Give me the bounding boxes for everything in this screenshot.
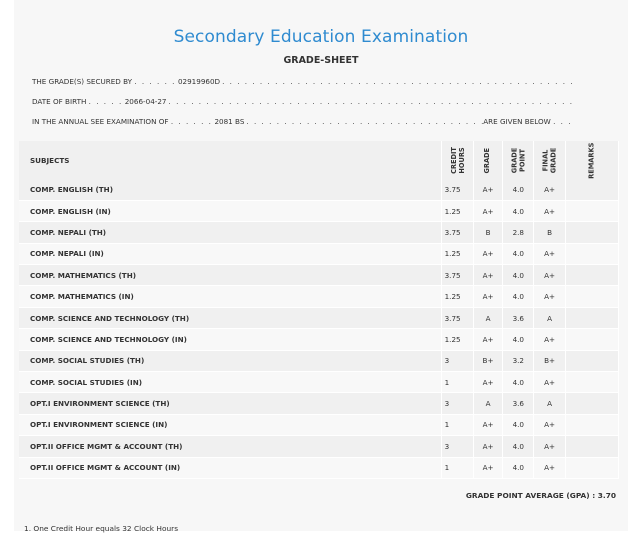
info-lead-dots: . . . . . . [170, 117, 213, 126]
subject-cell: OPT.I ENVIRONMENT SCIENCE (TH) [19, 393, 441, 414]
subject-cell: OPT.II OFFICE MGMT & ACCOUNT (IN) [19, 457, 441, 478]
credit-hours-cell: 3 [441, 436, 473, 457]
table-row [19, 307, 619, 328]
gpa-summary: GRADE POINT AVERAGE (GPA) : 3.70 [465, 491, 616, 500]
header-subjects: SUBJECTS [19, 141, 441, 179]
info-lead-dots: . . . . . [88, 97, 123, 106]
info-label: IN THE ANNUAL SEE EXAMINATION OF [32, 117, 169, 126]
grade-point-cell: 4.0 [503, 265, 534, 286]
header-grade: GRADE [473, 141, 502, 179]
credit-hours-cell: 1.25 [441, 200, 473, 221]
remarks-cell [565, 329, 618, 350]
table-row [19, 350, 619, 371]
grade-cell: A+ [473, 372, 502, 393]
remarks-cell [565, 179, 618, 200]
grade-point-cell: 4.0 [503, 329, 534, 350]
info-grades-secured [32, 77, 572, 89]
subject-cell: COMP. MATHEMATICS (TH) [19, 265, 441, 286]
header-remarks: REMARKS [565, 141, 618, 179]
grade-cell: A+ [473, 243, 502, 264]
table-row [19, 393, 619, 414]
info-date-of-birth [32, 97, 572, 109]
subject-cell: COMP. SOCIAL STUDIES (IN) [19, 372, 441, 393]
remarks-cell [565, 457, 618, 478]
table-row [19, 243, 619, 264]
final-grade-cell: A [534, 307, 565, 328]
grade-point-cell: 3.6 [503, 307, 534, 328]
grade-point-cell: 3.2 [503, 350, 534, 371]
grade-cell: A+ [473, 329, 502, 350]
final-grade-cell: A+ [534, 457, 565, 478]
dot-leader [246, 117, 483, 126]
final-grade-cell: A+ [534, 414, 565, 435]
remarks-cell [565, 243, 618, 264]
final-grade-cell: A+ [534, 436, 565, 457]
credit-hours-cell: 3.75 [441, 265, 473, 286]
final-grade-cell: A [534, 393, 565, 414]
credit-hours-cell: 1.25 [441, 243, 473, 264]
grade-point-cell: 3.6 [503, 393, 534, 414]
grade-point-cell: 2.8 [503, 222, 534, 243]
credit-hours-cell: 1 [441, 372, 473, 393]
grade-point-cell: 4.0 [503, 436, 534, 457]
table-row [19, 222, 619, 243]
remarks-cell [565, 222, 618, 243]
student-symbol: 02919960D [177, 77, 221, 86]
table-header-row [19, 141, 619, 179]
credit-hours-cell: 3 [441, 393, 473, 414]
credit-hours-cell: 1.25 [441, 286, 473, 307]
grade-cell: A+ [473, 200, 502, 221]
grade-sheet [14, 0, 628, 531]
remarks-cell [565, 200, 618, 221]
credit-hours-cell: 1 [441, 457, 473, 478]
grades-table [19, 141, 619, 479]
subject-cell: COMP. NEPALI (TH) [19, 222, 441, 243]
page-subtitle: GRADE-SHEET [283, 55, 359, 66]
subject-cell: COMP. ENGLISH (IN) [19, 200, 441, 221]
final-grade-cell: A+ [534, 265, 565, 286]
remarks-cell [565, 265, 618, 286]
table-row [19, 329, 619, 350]
table-row [19, 286, 619, 307]
final-grade-cell: A+ [534, 372, 565, 393]
remarks-cell [565, 307, 618, 328]
info-label: THE GRADE(S) SECURED BY [32, 77, 133, 86]
grade-cell: A [473, 307, 502, 328]
subject-cell: COMP. SOCIAL STUDIES (TH) [19, 350, 441, 371]
final-grade-cell: A+ [534, 329, 565, 350]
remarks-cell [565, 286, 618, 307]
credit-hours-cell: 3.75 [441, 179, 473, 200]
grade-cell: A [473, 393, 502, 414]
table-row [19, 265, 619, 286]
grade-cell: A+ [473, 414, 502, 435]
final-grade-cell: A+ [534, 179, 565, 200]
subject-cell: COMP. ENGLISH (TH) [19, 179, 441, 200]
grade-cell: A+ [473, 286, 502, 307]
credit-hours-cell: 1 [441, 414, 473, 435]
credit-hours-cell: 1.25 [441, 329, 473, 350]
final-grade-cell: B+ [534, 350, 565, 371]
grade-point-cell: 4.0 [503, 286, 534, 307]
subject-cell: OPT.I ENVIRONMENT SCIENCE (IN) [19, 414, 441, 435]
grade-point-cell: 4.0 [503, 243, 534, 264]
grade-cell: A+ [473, 457, 502, 478]
grade-point-cell: 4.0 [503, 179, 534, 200]
dot-leader [222, 77, 572, 86]
table-row [19, 457, 619, 478]
trail-dots: . . . [553, 117, 572, 126]
grade-point-cell: 4.0 [503, 372, 534, 393]
remarks-cell [565, 414, 618, 435]
header-grade-point: GRADE POINT [503, 141, 534, 179]
subject-cell: COMP. MATHEMATICS (IN) [19, 286, 441, 307]
table-row [19, 372, 619, 393]
remarks-cell [565, 350, 618, 371]
table-row [19, 414, 619, 435]
grade-cell: A+ [473, 436, 502, 457]
subject-cell: OPT.II OFFICE MGMT & ACCOUNT (TH) [19, 436, 441, 457]
header-credit-hours: CREDIT HOURS [441, 141, 473, 179]
table-row [19, 436, 619, 457]
exam-year: 2081 BS [214, 117, 245, 126]
remarks-cell [565, 372, 618, 393]
given-below-label: ARE GIVEN BELOW [483, 117, 551, 126]
grade-point-cell: 4.0 [503, 457, 534, 478]
page-title: Secondary Education Examination [173, 27, 469, 47]
table-row [19, 179, 619, 200]
subject-cell: COMP. SCIENCE AND TECHNOLOGY (IN) [19, 329, 441, 350]
remarks-cell [565, 393, 618, 414]
final-grade-cell: A+ [534, 286, 565, 307]
date-of-birth: 2066-04-27 [124, 97, 167, 106]
grade-cell: B+ [473, 350, 502, 371]
grade-point-cell: 4.0 [503, 200, 534, 221]
credit-hours-cell: 3 [441, 350, 473, 371]
credit-hours-cell: 3.75 [441, 222, 473, 243]
grade-cell: A+ [473, 179, 502, 200]
info-exam [32, 117, 572, 129]
final-grade-cell: B [534, 222, 565, 243]
info-label: DATE OF BIRTH [32, 97, 87, 106]
footnote: 1. One Credit Hour equals 32 Clock Hours [24, 524, 179, 533]
subject-cell: COMP. SCIENCE AND TECHNOLOGY (TH) [19, 307, 441, 328]
grade-point-cell: 4.0 [503, 414, 534, 435]
final-grade-cell: A+ [534, 200, 565, 221]
grade-cell: B [473, 222, 502, 243]
final-grade-cell: A+ [534, 243, 565, 264]
remarks-cell [565, 436, 618, 457]
info-lead-dots: . . . . . . [134, 77, 176, 86]
dot-leader [169, 97, 572, 106]
table-row [19, 200, 619, 221]
grade-cell: A+ [473, 265, 502, 286]
header-final-grade: FINAL GRADE [534, 141, 565, 179]
credit-hours-cell: 3.75 [441, 307, 473, 328]
subject-cell: COMP. NEPALI (IN) [19, 243, 441, 264]
